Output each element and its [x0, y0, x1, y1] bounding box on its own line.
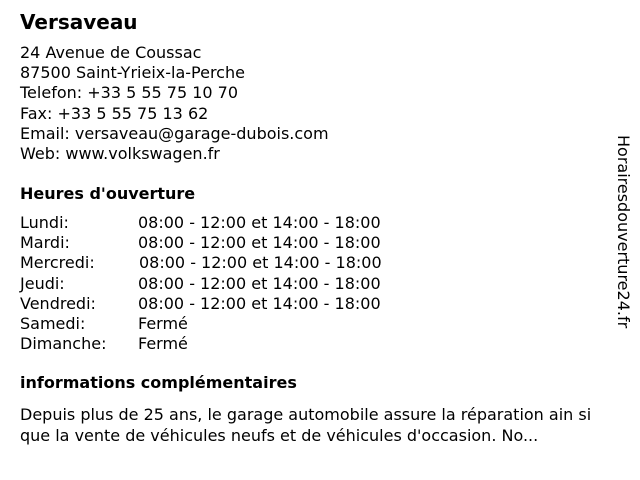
- day-label: Jeudi:: [20, 273, 65, 293]
- hours-row-vendredi: [20, 294, 382, 314]
- hours-row-mercredi: [20, 253, 382, 273]
- day-label: Dimanche:: [20, 334, 107, 354]
- phone-number: Telefon: +33 5 55 75 10 70: [20, 83, 239, 103]
- fax-number: Fax: +33 5 55 75 13 62: [20, 103, 209, 123]
- day-label: Samedi:: [20, 313, 86, 333]
- day-label: Mercredi:: [20, 253, 95, 273]
- address-line-2: 87500 Saint-Yrieix-la-Perche: [20, 63, 245, 83]
- hours-heading: Heures d'ouverture: [20, 184, 196, 203]
- info-description: Depuis plus de 25 ans, le garage automobile assure la réparation ain si que la vente de véhicules neufs et de véhicules d'occasion. No...: [20, 405, 592, 445]
- day-hours: 08:00 - 12:00 et 14:00 - 18:00: [138, 273, 381, 293]
- hours-row-samedi: [20, 314, 382, 334]
- day-hours: Fermé: [138, 313, 188, 333]
- site-watermark: Horairesdouverture24.fr: [614, 135, 633, 329]
- day-hours: 08:00 - 12:00 et 14:00 - 18:00: [139, 253, 382, 273]
- website: Web: www.volkswagen.fr: [20, 144, 220, 164]
- hours-table: [20, 213, 382, 354]
- day-label: Mardi:: [20, 233, 70, 253]
- hours-row-jeudi: [20, 274, 382, 294]
- day-hours: Fermé: [138, 334, 188, 354]
- info-heading: informations complémentaires: [20, 373, 297, 392]
- day-hours: 08:00 - 12:00 et 14:00 - 18:00: [138, 213, 381, 232]
- day-hours: 08:00 - 12:00 et 14:00 - 18:00: [138, 233, 381, 253]
- business-name: Versaveau: [20, 10, 138, 34]
- day-hours: 08:00 - 12:00 et 14:00 - 18:00: [138, 293, 381, 313]
- day-label: Lundi:: [20, 213, 69, 232]
- hours-row-dimanche: [20, 334, 382, 354]
- hours-row-mardi: [20, 233, 382, 253]
- hours-row-lundi: [20, 213, 382, 233]
- contact-block: [20, 43, 329, 164]
- day-label: Vendredi:: [20, 293, 96, 313]
- email-address: Email: versaveau@garage-dubois.com: [20, 123, 329, 143]
- address-line-1: 24 Avenue de Coussac: [20, 43, 202, 62]
